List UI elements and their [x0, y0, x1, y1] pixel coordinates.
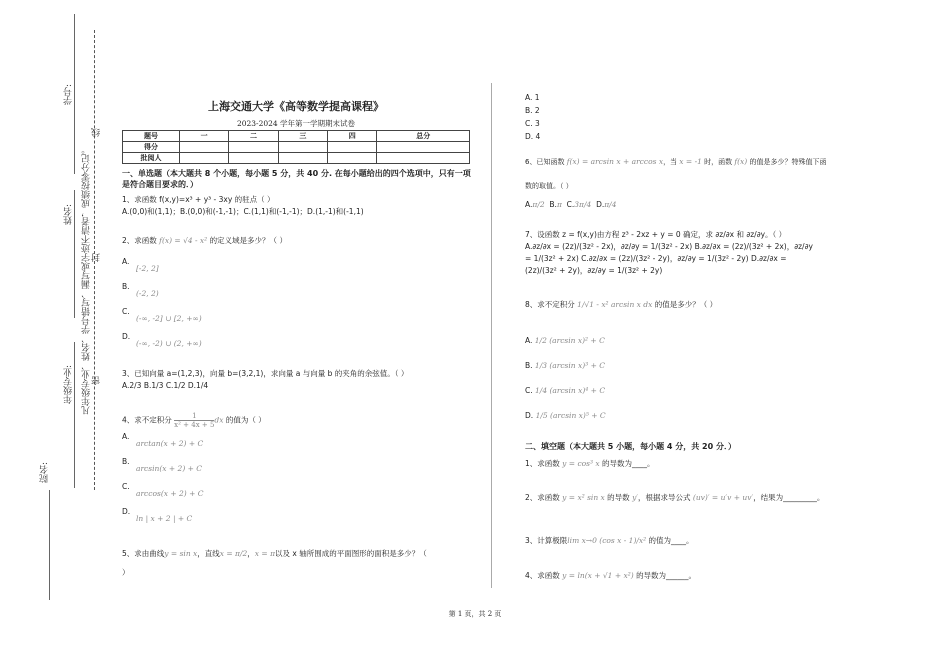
q8-opt-d-value: 1/5 (arcsin x)⁵ + C — [535, 411, 606, 420]
q8-opt-c-label: C. — [525, 386, 533, 395]
table-cell[interactable] — [377, 153, 470, 164]
table-cell[interactable] — [328, 142, 377, 153]
table-cell[interactable] — [180, 142, 229, 153]
q6-opt-d-label: D. — [596, 200, 605, 209]
q5-stem — [122, 549, 427, 559]
q6-fx: f(x) — [734, 157, 748, 166]
q3-options: A.2/3 B.1/3 C.1/2 D.1/4 — [122, 381, 209, 390]
page-footer: 第 1 页，共 2 页 — [448, 610, 502, 618]
section2-heading: 二、填空题（本大题共 5 小题，每小题 4 分，共 20 分．） — [525, 442, 736, 451]
q6-stem-c: 时，函数 — [704, 158, 733, 166]
q4-num: 1 — [174, 412, 214, 421]
exam-title: 上海交通大学《高等数学提高课程》 — [208, 100, 384, 113]
q4-opt-d-label: D. — [122, 507, 131, 516]
table-cell: 二 — [229, 131, 278, 142]
f2-b: 的导数 — [607, 493, 630, 502]
q7-line: 7、设函数 z = f(x,y)由方程 z³ - 2xz + y = 0 确定，求 ∂z/∂x 和 ∂z/∂y。（ ） — [525, 230, 787, 239]
table-row — [123, 131, 470, 142]
q8-opt-d — [525, 411, 606, 421]
q8-stem-b: 的值是多少？（ ） — [654, 300, 718, 309]
q4-opt-a-label: A. — [122, 432, 130, 441]
q4-den: x² + 4x + 5 — [174, 421, 215, 429]
table-cell[interactable] — [278, 153, 327, 164]
table-cell[interactable] — [278, 142, 327, 153]
table-cell: 一 — [180, 131, 229, 142]
f4-b: 的导数为______。 — [636, 571, 697, 580]
q4-integral — [174, 412, 214, 429]
table-cell[interactable] — [229, 153, 278, 164]
q4-opt-b: arcsin(x + 2) + C — [136, 464, 203, 473]
q2-stem — [122, 236, 287, 246]
q5-stem-d: 以及 x 轴所围成的平面图形的面积是多少？（ — [275, 549, 427, 558]
f2-func: y = x² sin x — [562, 493, 605, 502]
table-row — [123, 142, 470, 153]
q4-stem-b: 的值为（ ） — [225, 415, 266, 425]
table-cell: 四 — [328, 131, 377, 142]
q6-opt-d: π/4 — [604, 200, 617, 209]
q8-opt-a-value: 1/2 (arcsin x)² + C — [534, 336, 605, 345]
q8-integrand: 1/√1 - x² arcsin x dx — [577, 300, 653, 309]
q5-opt-a: A. 1 — [525, 93, 540, 102]
q8-opt-c-value: 1/4 (arcsin x)⁴ + C — [535, 386, 606, 395]
section1-heading: 一、单选题（本大题共 8 个小题，每小题 5 分，共 40 分. 在每小题给出的四个选项中，只有一项是符合题目要求的．） — [122, 169, 471, 189]
q5-opt-c: C. 3 — [525, 119, 540, 128]
seal-mark-xian: 线 — [92, 128, 102, 137]
q5-line1: x = π/2 — [219, 549, 248, 558]
q6-func: f(x) = arcsin x + arccos x — [566, 157, 664, 166]
score-table — [122, 130, 470, 164]
q2-opt-b-label: B. — [122, 282, 130, 291]
q6-opt-b: π — [556, 200, 562, 209]
column-divider — [491, 83, 492, 588]
q6-stem-e: 数的取值。（ ） — [525, 182, 573, 190]
table-cell: 得分 — [123, 142, 180, 153]
q6-stem-a: 6、已知函数 — [525, 158, 565, 166]
q2-opt-a-label: A. — [122, 257, 130, 266]
table-cell: 三 — [278, 131, 327, 142]
school-label: 院名: — [40, 462, 50, 484]
name-label: 姓名: — [64, 204, 74, 226]
student-no-label: 学号: — [64, 84, 74, 106]
q8-opt-c — [525, 386, 605, 396]
table-cell: 题号 — [123, 131, 180, 142]
binding-line-3 — [74, 342, 75, 488]
q4-stem — [122, 412, 266, 429]
q8-opt-b-label: B. — [525, 361, 533, 370]
q8-opt-b — [525, 361, 605, 371]
table-cell: 总分 — [377, 131, 470, 142]
q4-dx: dx — [214, 415, 224, 425]
f1-func: y = cos³ x — [562, 459, 600, 468]
f2-c: ，根据求导公式 — [638, 493, 691, 502]
q6-stem-d: 的值是多少？特殊值下函 — [749, 158, 827, 166]
table-cell[interactable] — [328, 153, 377, 164]
q8-opt-b-value: 1/3 (arcsin x)³ + C — [534, 361, 605, 370]
f2-y: y′ — [632, 493, 639, 502]
q8-opt-a — [525, 336, 605, 346]
f2 — [525, 493, 824, 503]
q2-stem-b: 的定义域是多少？（ ） — [209, 236, 287, 245]
q2-formula: f(x) = √4 - x² — [159, 236, 208, 245]
q3-stem: 3、已知向量 a=(1,2,3)，向量 b=(3,2,1)，求向量 a 与向量 b 的夹角的余弦值。（ ） — [122, 369, 409, 378]
q5-line2: x = π — [254, 549, 275, 558]
table-cell[interactable] — [377, 142, 470, 153]
binding-notice: 凡年级专业、姓名、学号错写、漏写或字迹不清者，成绩按零分记。 — [82, 145, 92, 415]
table-row — [123, 153, 470, 164]
q2-stem-a: 2、求函数 — [122, 236, 157, 245]
f2-rule: (uv)′ = u′v + uv′ — [692, 493, 754, 502]
q8-opt-a-label: A. — [525, 336, 533, 345]
q4-opt-c: arccos(x + 2) + C — [136, 489, 204, 498]
q8-stem-a: 8、求不定积分 — [525, 300, 575, 309]
q5-stem-end: ） — [122, 568, 130, 577]
q4-opt-b-label: B. — [122, 457, 130, 466]
f2-a: 2、求函数 — [525, 493, 560, 502]
q5-curve: y = sin x — [164, 549, 198, 558]
q7-line: A.∂z/∂x = (2z)/(3z² - 2x)，∂z/∂y = 1/(3z² - 2x) B.∂z/∂x = (2z)/(3z² + 2x)，∂z/∂y — [525, 242, 813, 251]
q5-opt-b: B. 2 — [525, 106, 540, 115]
f3-b: 的值为____。 — [648, 536, 694, 545]
major-label: 年级专业: — [64, 365, 74, 405]
f1-a: 1、求函数 — [525, 459, 560, 468]
q6-options — [525, 200, 616, 210]
f4-a: 4、求函数 — [525, 571, 560, 580]
q4-opt-d: ln | x + 2 | + C — [136, 514, 193, 523]
f1-b: 的导数为____。 — [602, 459, 655, 468]
q8-stem — [525, 300, 717, 310]
q6-opt-b-label: B. — [549, 200, 557, 209]
q2-opt-d: (-∞, -2) ∪ (2, +∞) — [136, 339, 202, 348]
f1 — [525, 459, 655, 469]
f3-expr: (cos x - 1)/x² — [599, 536, 647, 545]
f2-d: ，结果为_________。 — [753, 493, 825, 502]
q6-stem-b: ，当 — [663, 158, 678, 166]
exam-subtitle: 2023-2024 学年第一学期期末试卷 — [236, 119, 356, 128]
seal-mark-feng: 封 — [92, 253, 102, 262]
seal-mark-mi: 密 — [92, 376, 102, 385]
q2-opt-d-label: D. — [122, 332, 131, 341]
q7-line: = 1/(3z² + 2x) C.∂z/∂x = (2z)/(3z² - 2y)，∂z/∂y = 1/(3z² - 2y) D.∂z/∂x = — [525, 254, 787, 263]
q6-cond: x = -1 — [679, 157, 702, 166]
q1-options: A.(0,0)和(1,1)；B.(0,0)和(-1,-1)；C.(1,1)和(-1,-1)；D.(1,-1)和(-1,1) — [122, 207, 364, 216]
table-cell[interactable] — [229, 142, 278, 153]
q4-opt-a: arctan(x + 2) + C — [136, 439, 204, 448]
q5-stem-a: 5、求由曲线 — [122, 549, 165, 558]
q5-stem-b: ，直线 — [197, 549, 220, 558]
q6-opt-a: π/2 — [532, 200, 545, 209]
q7-line: (2z)/(3z² + 2y)，∂z/∂y = 1/(3z² + 2y) — [525, 266, 663, 275]
f3-lim: lim x→0 — [567, 536, 597, 545]
binding-line-4 — [49, 490, 50, 600]
q6-opt-a-label: A. — [525, 200, 533, 209]
q2-opt-c-label: C. — [122, 307, 130, 316]
q4-stem-a: 4、求不定积分 — [122, 415, 172, 425]
f3 — [525, 536, 694, 546]
table-cell[interactable] — [180, 153, 229, 164]
q2-opt-b: (-2, 2) — [136, 289, 159, 298]
q4-opt-c-label: C. — [122, 482, 130, 491]
q6-opt-c: 3π/4 — [574, 200, 592, 209]
table-cell: 批阅人 — [123, 153, 180, 164]
q2-opt-c: (-∞, -2] ∪ [2, +∞) — [136, 314, 202, 323]
f3-a: 3、计算极限 — [525, 536, 568, 545]
q1-stem: 1、求函数 f(x,y)=x³ + y³ - 3xy 的驻点（ ） — [122, 195, 275, 204]
q6-opt-c-label: C. — [566, 200, 575, 209]
q2-opt-a: [-2, 2] — [136, 264, 159, 273]
q5-opt-d: D. 4 — [525, 132, 541, 141]
q8-opt-d-label: D. — [525, 411, 534, 420]
q5-stem-c: ， — [247, 549, 255, 558]
q6-stem — [525, 157, 826, 167]
f4 — [525, 571, 696, 581]
f4-func: y = ln(x + √1 + x²) — [562, 571, 634, 580]
